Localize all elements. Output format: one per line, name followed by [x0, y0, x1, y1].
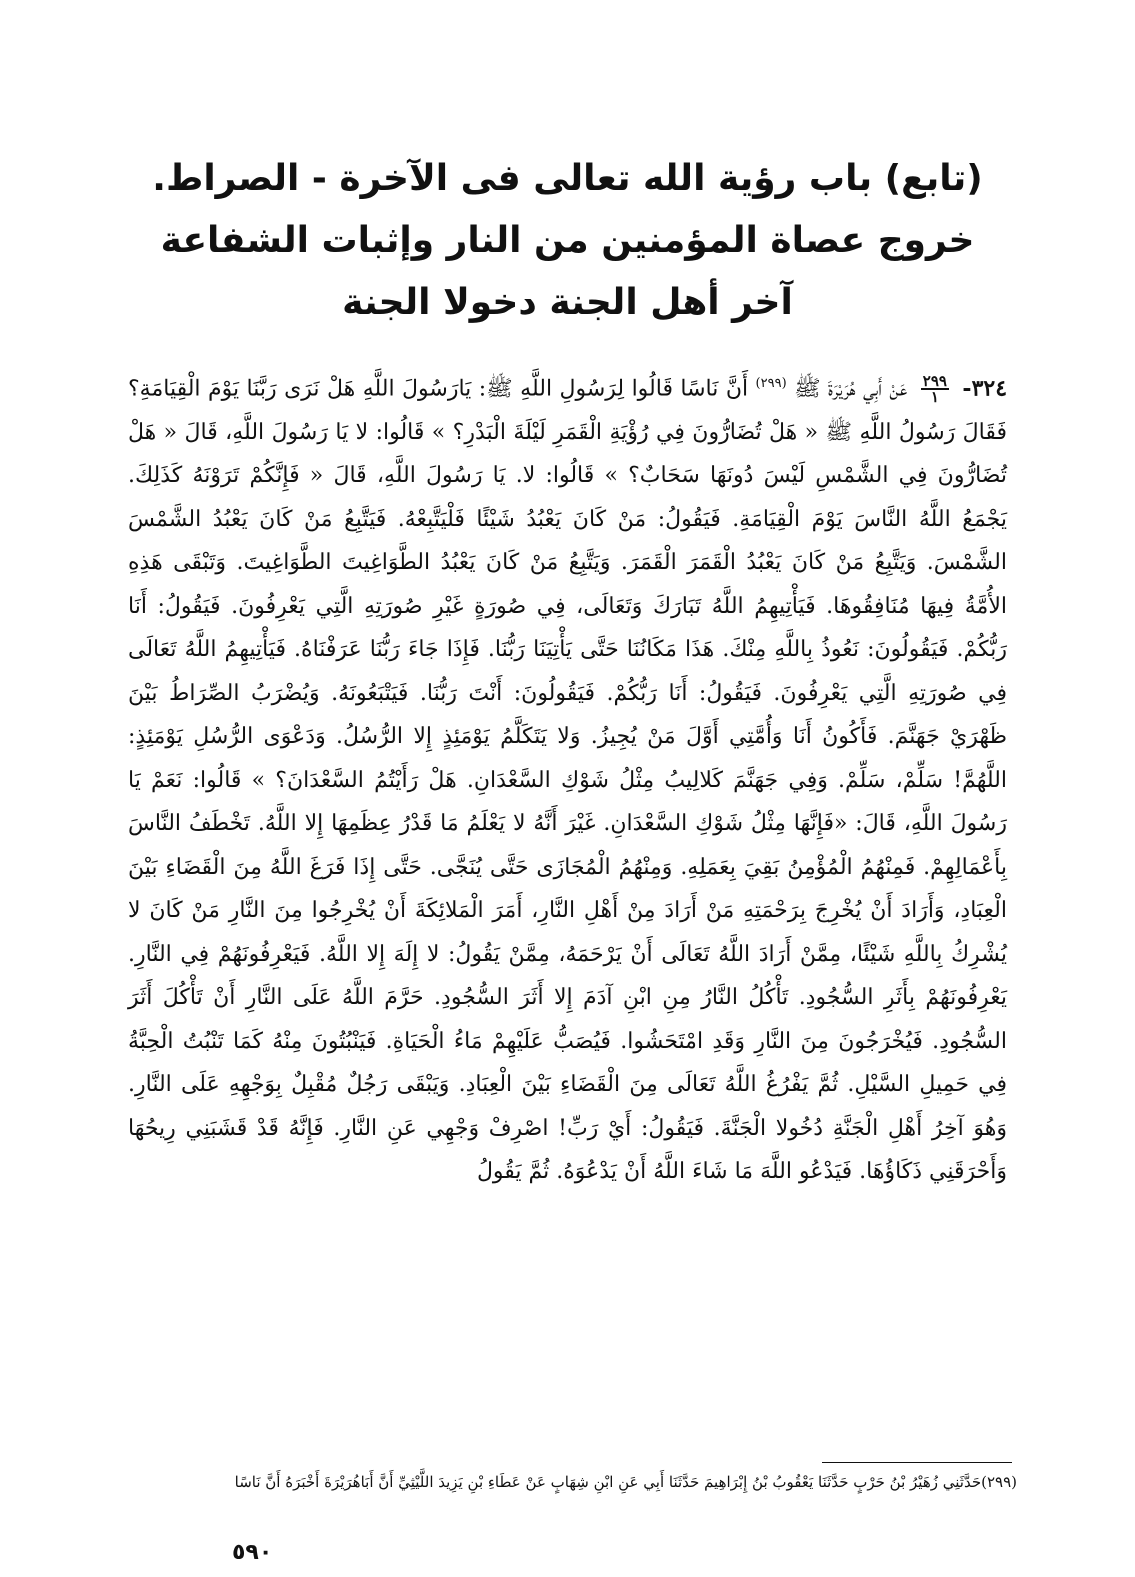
footnote-divider — [822, 1462, 1012, 1463]
title-line-3: آخر أهل الجنة دخولا الجنة — [342, 282, 793, 323]
footnote-text: (٢٩٩)حَدَّثَنِي زُهَيْرُ بْنُ حَرْبٍ حَدَّثَنَا يَعْقُوبُ بْنُ إِبْرَاهِيمَ حَدَّثَنَا أَبِي عَنِ ابْنِ شِهَابٍ عَنْ عَطَاءِ بْنِ يَزِيدَ اللَّيْثِيِّ أَنَّ أَبَاهُرَيْرَةَ أَخْبَرَهُ أَنَّ نَاسًا — [234, 1473, 1017, 1491]
hadith-text: أَنَّ نَاسًا قَالُوا لِرَسُولِ اللَّهِ ﷺ: يَارَسُولَ اللَّهِ هَلْ نَرَى رَبَّنَا يَوْمَ الْقِيَامَةِ؟ فَقَالَ رَسُولُ اللَّهِ ﷺ « هَلْ تُضَارُّونَ فِي رُؤْيَةِ الْقَمَرِ لَيْلَةَ الْبَدْرِ؟ » قَالُوا: لا يَا رَسُولَ اللَّهِ، قَالَ « هَلْ تُضَارُّونَ فِي الشَّمْسِ لَيْسَ دُونَهَا سَحَابٌ؟ » قَالُوا: لا. يَا رَسُولَ اللَّهِ، قَالَ « فَإِنَّكُمْ تَرَوْنَهُ كَذَلِكَ. يَجْمَعُ اللَّهُ النَّاسَ يَوْمَ الْقِيَامَةِ. فَيَقُولُ: مَنْ كَانَ يَعْبُدُ شَيْئًا فَلْيَتَّبِعْهُ. فَيَتَّبِعُ مَنْ كَانَ يَعْبُدُ الشَّمْسَ الشَّمْسَ. وَيَتَّبِعُ مَنْ كَانَ يَعْبُدُ الْقَمَرَ الْقَمَرَ. وَيَتَّبِعُ مَنْ كَانَ يَعْبُدُ الطَّوَاغِيتَ الطَّوَاغِيتَ. وَتَبْقَى هَذِهِ الأُمَّةُ فِيهَا مُنَافِقُوهَا. فَيَأْتِيهِمُ اللَّهُ تَبَارَكَ وَتَعَالَى، فِي صُورَةٍ غَيْرِ صُورَتِهِ الَّتِي يَعْرِفُونَ. فَيَقُولُ: أَنَا رَبُّكُمْ. فَيَقُولُونَ: نَعُوذُ بِاللَّهِ مِنْكَ. هَذَا مَكَانُنَا حَتَّى يَأْتِيَنَا رَبُّنَا. فَإِذَا جَاءَ رَبُّنَا عَرَفْنَاهُ. فَيَأْتِيهِمُ اللَّهُ تَعَالَى فِي صُورَتِهِ الَّتِي يَعْرِفُونَ. فَيَقُولُ: أَنَا رَبُّكُمْ. فَيَقُولُونَ: أَنْتَ رَبُّنَا. فَيَتْبَعُونَهُ. وَيُضْرَبُ الصِّرَاطُ بَيْنَ ظَهْرَيْ جَهَنَّمَ. فَأَكُونُ أَنَا وَأُمَّتِي أَوَّلَ مَنْ يُجِيزُ. وَلا يَتَكَلَّمُ يَوْمَئِذٍ إِلا الرُّسُلُ. وَدَعْوَى الرُّسُلِ يَوْمَئِذٍ: اللَّهُمَّ! سَلِّمْ، سَلِّمْ. وَفِي جَهَنَّمَ كَلالِيبُ مِثْلُ شَوْكِ السَّعْدَانِ. هَلْ رَأَيْتُمُ السَّعْدَانَ؟ » قَالُوا: نَعَمْ يَا رَسُولَ اللَّهِ، قَالَ: «فَإِنَّهَا مِثْلُ شَوْكِ السَّعْدَانِ. غَيْرَ أَنَّهُ لا يَعْلَمُ مَا قَدْرُ عِظَمِهَا إِلا اللَّهُ. تَخْطَفُ النَّاسَ بِأَعْمَالِهِمْ. فَمِنْهُمُ الْمُؤْمِنُ بَقِيَ بِعَمَلِهِ. وَمِنْهُمُ الْمُجَازَى حَتَّى يُنَجَّى. حَتَّى إِذَا فَرَغَ اللَّهُ مِنَ الْقَضَاءِ بَيْنَ الْعِبَادِ، وَأَرَادَ أَنْ يُخْرِجَ بِرَحْمَتِهِ مَنْ أَرَادَ مِنْ أَهْلِ النَّارِ، أَمَرَ الْمَلائِكَةَ أَنْ يُخْرِجُوا مِنَ النَّارِ مَنْ كَانَ لا يُشْرِكُ بِاللَّهِ شَيْئًا، مِمَّنْ أَرَادَ اللَّهُ تَعَالَى أَنْ يَرْحَمَهُ، مِمَّنْ يَقُولُ: لا إِلَهَ إِلا اللَّهُ. فَيَعْرِفُونَهُمْ فِي النَّارِ. يَعْرِفُونَهُمْ بِأَثَرِ السُّجُودِ. تَأْكُلُ النَّارُ مِنِ ابْنِ آدَمَ إِلا أَثَرَ السُّجُودِ. حَرَّمَ اللَّهُ عَلَى النَّارِ أَنْ تَأْكُلَ أَثَرَ السُّجُودِ. فَيُخْرَجُونَ مِنَ النَّارِ وَقَدِ امْتَحَشُوا. فَيُصَبُّ عَلَيْهِمْ مَاءُ الْحَيَاةِ. فَيَنْبُتُونَ مِنْهُ كَمَا تَنْبُتُ الْحِبَّةُ فِي حَمِيلِ السَّيْلِ. ثُمَّ يَفْرُغُ اللَّهُ تَعَالَى مِنَ الْقَضَاءِ بَيْنَ الْعِبَادِ. وَيَبْقَى رَجُلٌ مُقْبِلٌ بِوَجْهِهِ عَلَى النَّارِ. وَهُوَ آخِرُ أَهْلِ الْجَنَّةِ دُخُولا الْجَنَّةَ. فَيَقُولُ: أَيْ رَبِّ! اصْرِفْ وَجْهِي عَنِ النَّارِ. فَإِنَّهُ قَدْ قَشَبَنِي رِيحُهَا وَأَحْرَقَنِي ذَكَاؤُهَا. فَيَدْعُو اللَّهَ مَا شَاءَ اللَّهُ أَنْ يَدْعُوَهُ. ثُمَّ يَقُولُ — [128, 376, 1007, 1185]
reference-fraction — [921, 372, 949, 407]
hadith-body — [128, 362, 1007, 1194]
title-line-1: (تابع) باب رؤية الله تعالى فى الآخرة - الصراط. — [152, 158, 983, 199]
hadith-paragraph — [128, 362, 1007, 1194]
title-line-2: خروج عصاة المؤمنين من النار وإثبات الشفاعة — [160, 220, 975, 261]
footnote-marker: (٢٩٩) — [755, 376, 787, 391]
narrator-text: عَنْ أَبِي هُرَيْرَةَ ﷺ — [794, 376, 908, 402]
footnote — [128, 1470, 1017, 1495]
chapter-title — [120, 148, 1015, 334]
reference-denominator: ١ — [930, 388, 939, 407]
reference-numerator: ٢٩٩ — [922, 372, 947, 391]
page-number: ٥٩٠ — [232, 1540, 273, 1565]
hadith-number: ٣٢٤- — [962, 375, 1008, 402]
